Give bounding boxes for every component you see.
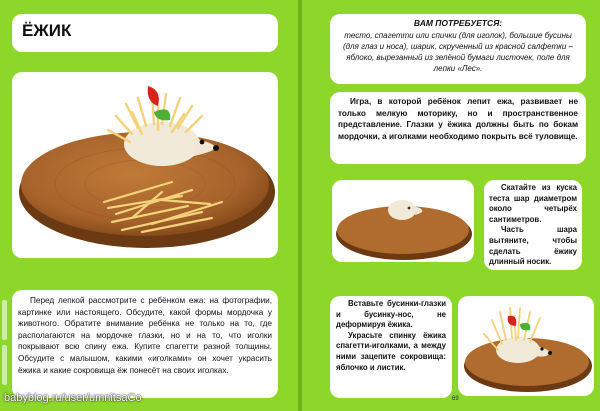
hedgehog-eye	[200, 140, 205, 145]
page-edge-mark	[2, 345, 7, 385]
watermark: babyblog.ru/user/umnitsaCo	[4, 392, 142, 404]
step1-text-box	[484, 180, 582, 270]
step2-photo	[458, 296, 594, 396]
intro-text: Игра, в которой ребёнок лепит ежа, развивает не только мелкую моторику, но и пространственное представление. Глазки у ёжика должны быть по бокам мордочки, а иголками необходимо покрыть всё туловище.	[338, 97, 578, 141]
hedgehog-body	[496, 337, 540, 363]
step2-text-a: Вставьте бусинки-глазки и бусинку-нос, не деформируя ёжика.	[336, 299, 446, 330]
left-page	[0, 0, 298, 411]
step2-text-box	[330, 296, 452, 398]
requirements-title: ВАМ ПОТРЕБУЕТСЯ:	[413, 18, 503, 28]
step1-photo	[332, 180, 474, 262]
apple-decoration	[508, 316, 517, 326]
apple-decoration	[148, 86, 159, 106]
leaf-decoration	[520, 323, 530, 331]
page-title: ЁЖИК	[22, 21, 72, 40]
hedgehog-with-spines-illustration	[458, 296, 594, 396]
right-page	[302, 0, 600, 411]
requirements-box	[330, 14, 586, 84]
step1-text-b: Часть шара вытяните, чтобы сделать ёжику длинный носик.	[489, 225, 577, 267]
hedgehog-nose	[213, 145, 219, 151]
page-number: 69	[452, 396, 459, 402]
preparation-text-box	[12, 290, 278, 398]
requirements-text: тесто, спагетти или спички (для иголок), большие бусины (для глаз и носа), шарик, скрученный из красной салфетки – яблоко, вырезанный из зелёной бумаги листочек, поле для лепки «Лес».	[342, 30, 574, 73]
leaf-decoration	[154, 109, 170, 120]
intro-box	[330, 92, 586, 164]
dough-ball-illustration	[332, 180, 474, 262]
dough-ball	[388, 200, 416, 220]
preparation-text: Перед лепкой рассмотрите с ребёнком ежа: на фотографии, картинке или настоящего. Обсудите, какой формы мордочка у животного. Обратите внимание ребёнка не только на то, где располагаются на мордочке глазки, но и на то, что иголки покрывают всю спину ежа. Купите спагетти разной толщины. Обсудите с малышом, какими «иголками» он хочет украсить ёжика и какие сокровища ёж понесёт на своих иголках.	[18, 296, 272, 375]
page-edge-mark	[2, 300, 7, 340]
hedgehog-main-photo	[12, 72, 278, 258]
step1-text-a: Скатайте из куска теста шар диаметром около четырёх сантиметров.	[489, 183, 577, 224]
hedgehog-on-board-illustration	[12, 72, 278, 258]
title-box	[12, 14, 278, 52]
step2-text-b: Украсьте спинку ёжика спагетти-иголками, а между ними зацепите сокровища: яблочко и листик.	[336, 330, 446, 372]
